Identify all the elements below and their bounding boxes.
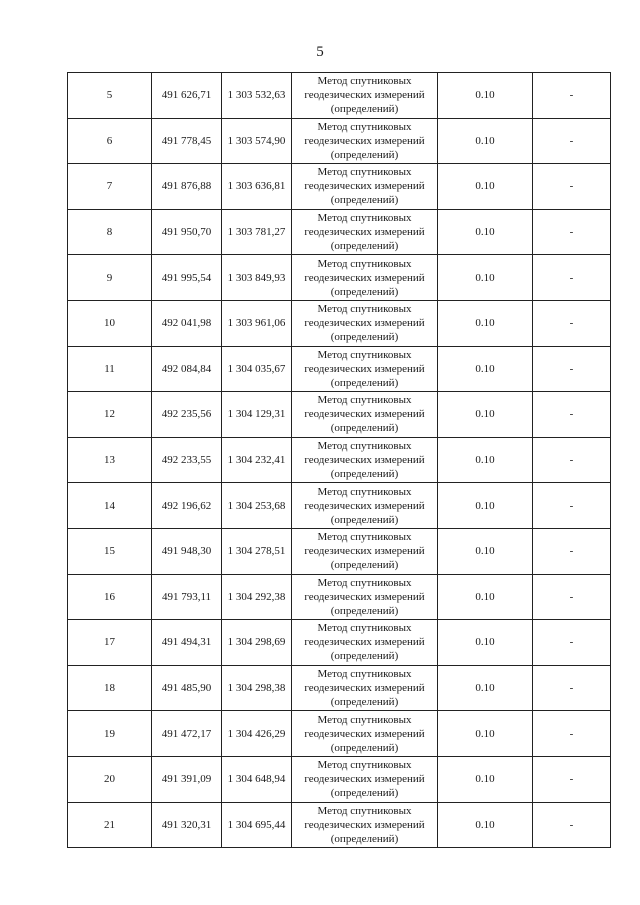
method-cell (292, 209, 438, 255)
method-line: геодезических измерений (304, 636, 425, 649)
table-row (68, 118, 611, 164)
method-line: Метод спутниковых (317, 668, 412, 681)
y-coordinate-cell: 1 304 648,94 (222, 756, 292, 802)
point-number-cell: 6 (68, 118, 152, 164)
x-coordinate-cell: 491 778,45 (152, 118, 222, 164)
table-row (68, 346, 611, 392)
method-line: геодезических измерений (304, 226, 425, 239)
method-cell (292, 620, 438, 666)
method-line: Метод спутниковых (317, 713, 412, 726)
method-line: Метод спутниковых (317, 257, 412, 270)
x-coordinate-cell: 491 391,09 (152, 756, 222, 802)
x-coordinate-cell: 491 626,71 (152, 73, 222, 119)
point-number-cell: 17 (68, 620, 152, 666)
description-cell: - (533, 255, 611, 301)
point-number-cell: 16 (68, 574, 152, 620)
table-row (68, 756, 611, 802)
accuracy-cell: 0.10 (438, 209, 533, 255)
y-coordinate-cell: 1 304 278,51 (222, 528, 292, 574)
method-line: (определений) (330, 604, 399, 617)
accuracy-cell: 0.10 (438, 346, 533, 392)
point-number-cell: 11 (68, 346, 152, 392)
table-row (68, 437, 611, 483)
point-number-cell: 13 (68, 437, 152, 483)
table-row (68, 665, 611, 711)
method-line: геодезических измерений (304, 773, 425, 786)
method-cell (292, 528, 438, 574)
description-cell: - (533, 118, 611, 164)
method-cell (292, 483, 438, 529)
method-line: (определений) (330, 331, 399, 344)
table-row (68, 209, 611, 255)
point-number-cell: 20 (68, 756, 152, 802)
accuracy-cell: 0.10 (438, 574, 533, 620)
point-number-cell: 14 (68, 483, 152, 529)
table-row (68, 574, 611, 620)
method-line: Метод спутниковых (317, 759, 412, 772)
table-row (68, 73, 611, 119)
table-row (68, 528, 611, 574)
description-cell: - (533, 209, 611, 255)
y-coordinate-cell: 1 304 232,41 (222, 437, 292, 483)
x-coordinate-cell: 491 494,31 (152, 620, 222, 666)
method-line: Метод спутниковых (317, 75, 412, 88)
table-body (68, 73, 611, 848)
method-line: Метод спутниковых (317, 166, 412, 179)
point-number-cell: 21 (68, 802, 152, 848)
y-coordinate-cell: 1 304 695,44 (222, 802, 292, 848)
y-coordinate-cell: 1 303 532,63 (222, 73, 292, 119)
method-line: (определений) (330, 650, 399, 663)
x-coordinate-cell: 491 320,31 (152, 802, 222, 848)
method-line: (определений) (330, 468, 399, 481)
accuracy-cell: 0.10 (438, 300, 533, 346)
description-cell: - (533, 528, 611, 574)
table-row (68, 392, 611, 438)
description-cell: - (533, 483, 611, 529)
description-cell: - (533, 711, 611, 757)
method-line: геодезических измерений (304, 499, 425, 512)
method-line: Метод спутниковых (317, 120, 412, 133)
table-row (68, 802, 611, 848)
method-line: Метод спутниковых (317, 348, 412, 361)
method-cell (292, 346, 438, 392)
method-line: геодезических измерений (304, 682, 425, 695)
x-coordinate-cell: 491 472,17 (152, 711, 222, 757)
x-coordinate-cell: 491 948,30 (152, 528, 222, 574)
point-number-cell: 9 (68, 255, 152, 301)
method-line: геодезических измерений (304, 134, 425, 147)
table-row (68, 620, 611, 666)
point-number-cell: 15 (68, 528, 152, 574)
method-line: геодезических измерений (304, 545, 425, 558)
table-row (68, 255, 611, 301)
method-cell (292, 164, 438, 210)
description-cell: - (533, 574, 611, 620)
method-cell (292, 392, 438, 438)
method-line: (определений) (330, 559, 399, 572)
y-coordinate-cell: 1 303 636,81 (222, 164, 292, 210)
method-line: Метод спутниковых (317, 394, 412, 407)
method-line: геодезических измерений (304, 89, 425, 102)
accuracy-cell: 0.10 (438, 711, 533, 757)
x-coordinate-cell: 491 793,11 (152, 574, 222, 620)
description-cell: - (533, 346, 611, 392)
method-line: (определений) (330, 285, 399, 298)
description-cell: - (533, 164, 611, 210)
method-line: геодезических измерений (304, 590, 425, 603)
description-cell: - (533, 620, 611, 666)
method-line: Метод спутниковых (317, 440, 412, 453)
page-number: 5 (316, 44, 324, 60)
method-line: (определений) (330, 240, 399, 253)
method-line: Метод спутниковых (317, 576, 412, 589)
description-cell: - (533, 665, 611, 711)
description-cell: - (533, 437, 611, 483)
y-coordinate-cell: 1 303 574,90 (222, 118, 292, 164)
y-coordinate-cell: 1 304 292,38 (222, 574, 292, 620)
method-cell (292, 756, 438, 802)
method-line: Метод спутниковых (317, 531, 412, 544)
y-coordinate-cell: 1 303 849,93 (222, 255, 292, 301)
method-line: Метод спутниковых (317, 303, 412, 316)
method-line: (определений) (330, 148, 399, 161)
accuracy-cell: 0.10 (438, 255, 533, 301)
method-line: геодезических измерений (304, 408, 425, 421)
coordinates-table (67, 72, 611, 848)
accuracy-cell: 0.10 (438, 528, 533, 574)
description-cell: - (533, 802, 611, 848)
accuracy-cell: 0.10 (438, 73, 533, 119)
method-cell (292, 255, 438, 301)
method-cell (292, 118, 438, 164)
method-line: геодезических измерений (304, 818, 425, 831)
accuracy-cell: 0.10 (438, 483, 533, 529)
method-cell (292, 437, 438, 483)
point-number-cell: 8 (68, 209, 152, 255)
accuracy-cell: 0.10 (438, 437, 533, 483)
table-row (68, 711, 611, 757)
x-coordinate-cell: 492 196,62 (152, 483, 222, 529)
x-coordinate-cell: 492 235,56 (152, 392, 222, 438)
method-line: геодезических измерений (304, 317, 425, 330)
table-row (68, 164, 611, 210)
accuracy-cell: 0.10 (438, 392, 533, 438)
method-line: Метод спутниковых (317, 212, 412, 225)
method-line: (определений) (330, 787, 399, 800)
method-cell (292, 574, 438, 620)
y-coordinate-cell: 1 303 961,06 (222, 300, 292, 346)
y-coordinate-cell: 1 304 253,68 (222, 483, 292, 529)
method-cell (292, 665, 438, 711)
method-line: (определений) (330, 422, 399, 435)
method-line: (определений) (330, 103, 399, 116)
method-line: (определений) (330, 194, 399, 207)
method-line: (определений) (330, 376, 399, 389)
method-line: геодезических измерений (304, 180, 425, 193)
accuracy-cell: 0.10 (438, 665, 533, 711)
point-number-cell: 12 (68, 392, 152, 438)
description-cell: - (533, 756, 611, 802)
table-row (68, 300, 611, 346)
point-number-cell: 10 (68, 300, 152, 346)
table-row (68, 483, 611, 529)
accuracy-cell: 0.10 (438, 620, 533, 666)
method-line: Метод спутниковых (317, 804, 412, 817)
method-line: (определений) (330, 696, 399, 709)
y-coordinate-cell: 1 304 426,29 (222, 711, 292, 757)
method-cell (292, 711, 438, 757)
method-line: геодезических измерений (304, 727, 425, 740)
point-number-cell: 7 (68, 164, 152, 210)
x-coordinate-cell: 492 084,84 (152, 346, 222, 392)
method-line: Метод спутниковых (317, 622, 412, 635)
accuracy-cell: 0.10 (438, 164, 533, 210)
method-cell (292, 300, 438, 346)
description-cell: - (533, 392, 611, 438)
x-coordinate-cell: 491 876,88 (152, 164, 222, 210)
point-number-cell: 5 (68, 73, 152, 119)
y-coordinate-cell: 1 304 129,31 (222, 392, 292, 438)
x-coordinate-cell: 491 485,90 (152, 665, 222, 711)
x-coordinate-cell: 491 950,70 (152, 209, 222, 255)
accuracy-cell: 0.10 (438, 756, 533, 802)
point-number-cell: 19 (68, 711, 152, 757)
x-coordinate-cell: 492 041,98 (152, 300, 222, 346)
accuracy-cell: 0.10 (438, 802, 533, 848)
point-number-cell: 18 (68, 665, 152, 711)
y-coordinate-cell: 1 303 781,27 (222, 209, 292, 255)
method-line: Метод спутниковых (317, 485, 412, 498)
method-line: (определений) (330, 513, 399, 526)
method-line: геодезических измерений (304, 454, 425, 467)
method-line: геодезических измерений (304, 362, 425, 375)
description-cell: - (533, 73, 611, 119)
method-cell (292, 73, 438, 119)
description-cell: - (533, 300, 611, 346)
x-coordinate-cell: 491 995,54 (152, 255, 222, 301)
accuracy-cell: 0.10 (438, 118, 533, 164)
method-line: геодезических измерений (304, 271, 425, 284)
y-coordinate-cell: 1 304 298,69 (222, 620, 292, 666)
y-coordinate-cell: 1 304 035,67 (222, 346, 292, 392)
x-coordinate-cell: 492 233,55 (152, 437, 222, 483)
method-line: (определений) (330, 832, 399, 845)
method-line: (определений) (330, 741, 399, 754)
y-coordinate-cell: 1 304 298,38 (222, 665, 292, 711)
method-cell (292, 802, 438, 848)
